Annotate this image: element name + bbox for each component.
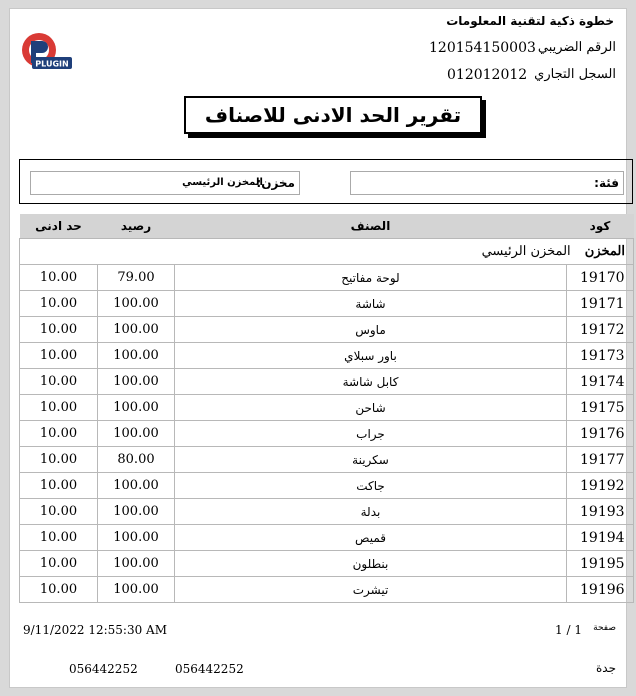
group-label: المخزن (584, 244, 625, 259)
table-row (20, 369, 634, 395)
table-row (20, 317, 634, 343)
group-row (20, 239, 634, 265)
col-header-balance: رصيد (98, 214, 175, 239)
category-label: فئة: (594, 176, 619, 190)
code-cell: 19196 (567, 577, 634, 603)
table-row (20, 343, 634, 369)
table-row (20, 395, 634, 421)
balance-cell: 100.00 (98, 343, 175, 369)
print-timestamp: 9/11/2022 12:55:30 AM (23, 623, 168, 637)
logo-text: PLUGIN (35, 59, 69, 69)
min-cell: 10.00 (20, 421, 98, 447)
item-name-cell: لوحة مفاتيح (175, 265, 567, 291)
balance-cell: 80.00 (98, 447, 175, 473)
company-logo (18, 29, 78, 75)
table-row (20, 525, 634, 551)
cr-number-value: 012012012 (447, 67, 528, 83)
col-header-code: كود (567, 214, 634, 239)
code-cell: 19176 (567, 421, 634, 447)
item-name-cell: جراب (175, 421, 567, 447)
min-cell: 10.00 (20, 577, 98, 603)
item-name-cell: قميص (175, 525, 567, 551)
col-header-min: حد ادنى (20, 214, 98, 239)
code-cell: 19194 (567, 525, 634, 551)
item-name-cell: ماوس (175, 317, 567, 343)
warehouse-field[interactable] (30, 171, 300, 195)
code-cell: 19171 (567, 291, 634, 317)
report-title: تقرير الحد الادنى للاصناف (184, 96, 482, 134)
balance-cell: 100.00 (98, 577, 175, 603)
tax-number-value: 120154150003 (429, 40, 536, 56)
cr-number-label: السجل التجاري (534, 67, 616, 82)
balance-cell: 100.00 (98, 291, 175, 317)
item-name-cell: باور سبلاي (175, 343, 567, 369)
balance-cell: 100.00 (98, 551, 175, 577)
code-cell: 19193 (567, 499, 634, 525)
min-cell: 10.00 (20, 343, 98, 369)
item-name-cell: سكرينة (175, 447, 567, 473)
table-row (20, 421, 634, 447)
item-name-cell: كابل شاشة (175, 369, 567, 395)
item-name-cell: بدلة (175, 499, 567, 525)
min-cell: 10.00 (20, 525, 98, 551)
code-cell: 19174 (567, 369, 634, 395)
tax-number-label: الرقم الضريبي (537, 40, 616, 55)
table-row (20, 551, 634, 577)
items-table (19, 214, 634, 603)
table-row (20, 577, 634, 603)
min-cell: 10.00 (20, 551, 98, 577)
group-value: المخزن الرئيسي (481, 244, 571, 259)
phone-2: 056442252 (175, 662, 244, 676)
group-cell (20, 239, 634, 265)
code-cell: 19170 (567, 265, 634, 291)
page-number: 1 / 1 (555, 623, 582, 637)
col-header-item: الصنف (175, 214, 567, 239)
table-header-row (20, 214, 634, 239)
filter-box (19, 159, 633, 204)
balance-cell: 100.00 (98, 525, 175, 551)
warehouse-label: مخزن: (256, 176, 295, 190)
balance-cell: 100.00 (98, 395, 175, 421)
item-name-cell: بنطلون (175, 551, 567, 577)
warehouse-value: المخزن الرئيسي (182, 177, 263, 188)
page-label: صفحة (593, 623, 616, 633)
min-cell: 10.00 (20, 447, 98, 473)
table-row (20, 265, 634, 291)
code-cell: 19177 (567, 447, 634, 473)
item-name-cell: جاكت (175, 473, 567, 499)
item-name-cell: تيشرت (175, 577, 567, 603)
min-cell: 10.00 (20, 395, 98, 421)
code-cell: 19172 (567, 317, 634, 343)
phone-1: 056442252 (69, 662, 138, 676)
table-row (20, 473, 634, 499)
item-name-cell: شاشة (175, 291, 567, 317)
table-row (20, 447, 634, 473)
min-cell: 10.00 (20, 265, 98, 291)
item-name-cell: شاحن (175, 395, 567, 421)
min-cell: 10.00 (20, 369, 98, 395)
balance-cell: 100.00 (98, 369, 175, 395)
min-cell: 10.00 (20, 317, 98, 343)
code-cell: 19195 (567, 551, 634, 577)
min-cell: 10.00 (20, 499, 98, 525)
code-cell: 19192 (567, 473, 634, 499)
min-cell: 10.00 (20, 473, 98, 499)
balance-cell: 100.00 (98, 473, 175, 499)
table-row (20, 499, 634, 525)
balance-cell: 100.00 (98, 499, 175, 525)
min-cell: 10.00 (20, 291, 98, 317)
balance-cell: 79.00 (98, 265, 175, 291)
code-cell: 19173 (567, 343, 634, 369)
table-row (20, 291, 634, 317)
code-cell: 19175 (567, 395, 634, 421)
balance-cell: 100.00 (98, 317, 175, 343)
balance-cell: 100.00 (98, 421, 175, 447)
report-page (9, 8, 627, 688)
category-field[interactable] (350, 171, 624, 195)
plugin-logo-icon (18, 29, 78, 75)
company-name: خطوة ذكية لتقنية المعلومات (446, 14, 614, 28)
city-label: جدة (595, 661, 616, 675)
